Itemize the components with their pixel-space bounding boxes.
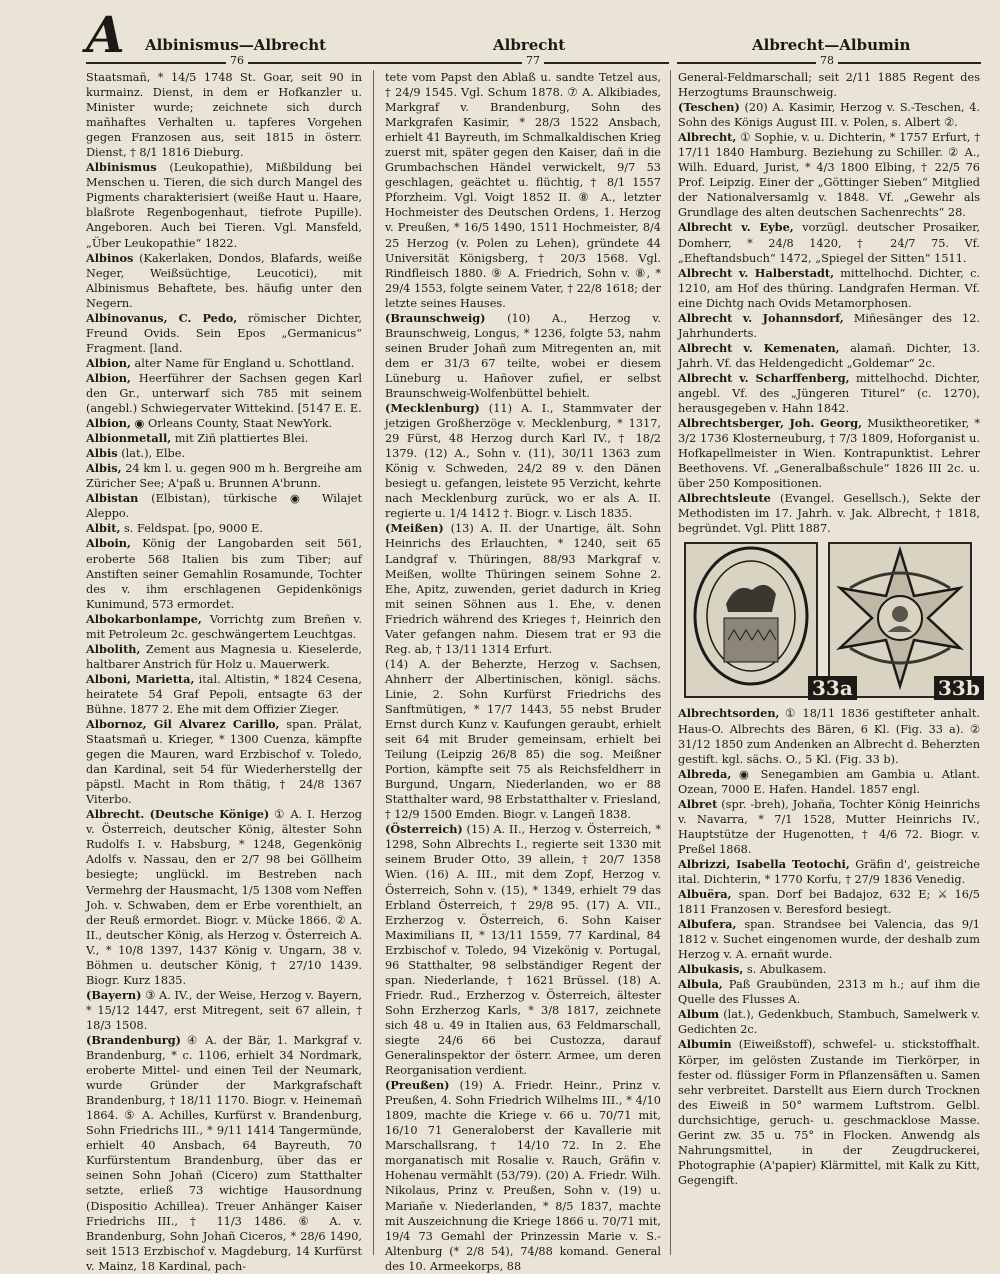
entry-text: (10) A., Herzog v. Braunschweig, Longus, * 1236, folgte 53, nahm seinen Bruder Johañ zum Mitregenten an, mit dem er 31/3 67 teilte, wobei er diesem Lüneburg u. Hañover zufiel, er selbst Braunschweig-Wolfenbüttel behielt. [385,311,661,400]
dictionary-entry [678,70,980,100]
entry-text: ◉ Senegambien am Gambia u. Atlant. Ozean, 7000 E. Hafen. Handel. 1857 engl. [678,767,980,796]
entry-text: (spr. -breh), Johaña, Tochter König Heinrichs v. Navarra, * 7/1 1528, Mutter Heinrichs IV., Hauptstütze der Hugenotten, † 4/6 72. Biogr. v. Preßel 1868. [678,797,980,856]
entry-headword: Albufera, [678,917,737,932]
entry-text: alamañ. Dichter, 13. Jahrh. Vf. das Heldengedicht „Goldemar“ 2c. [678,341,980,370]
entry-text: ① Sophie, v. u. Dichterin, * 1757 Erfurt, † 17/11 1840 Hamburg. Beziehung zu Schiller. ② A., Wilh. Eduard, Jurist, * 4/3 1800 Elbing, † 22/5 76 Prof. Leipzig. Einer der „Göttinger Sieben“ Mitglied der Nationalversamlg v. 1848. Vf. „Gewehr als Grundlage des alten deutschen Sachenrechts“ 28. [678,131,980,220]
dictionary-entry [86,612,362,642]
oval-medal-icon [686,544,816,696]
entry-text: Gräfin d', geistreiche ital. Dichterin, * 1770 Korfu, † 27/9 1836 Venedig. [678,857,980,886]
dictionary-entry [86,672,362,717]
entry-text: alter Name für England u. Schottland. [130,356,355,370]
entry-headword: Albion, [86,355,131,370]
dictionary-entry [385,401,661,521]
dictionary-entry [678,962,980,977]
entry-text: Paß Graubünden, 2313 m h.; auf ihm die Quelle des Flusses A. [678,978,980,1007]
entry-headword: Albreda, [678,766,732,781]
entry-text: Vorrichtg zum Breñen v. mit Petroleum 2c. geschwängertem Leuchtgas. [86,612,362,641]
dictionary-entry [678,977,980,1007]
entry-text: tete vom Papst den Ablaß u. sandte Tetzel aus, † 24/9 1545. Vgl. Schum 1878. ⑦ A. Alkibiades, Markgraf v. Brandenburg, Sohn des Markgrafen Kasimir, * 28/3 1522 Ansbach, erhielt 41 Bayreuth, im Schmalkaldischen Krieg zuerst mit, später gegen den Kaiser, dañ in die Grumbachschen Händel verwickelt, 9/7 53 geschlagen, geächtet u. flüchtig, † 8/1 1557 Pforzheim. Vgl. Voigt 1852 II. ⑧ A., letzter Hochmeister des Deutschen Ordens, 1. Herzog v. Preußen, * 16/5 1490, 1511 Hochmeister, 8/4 25 Herzog (v. Polen zu Lehen), gründete 44 Universität Königsberg, † 20/3 1568. Vgl. Rindfleisch 1880. ⑨ A. Friedrich, Sohn v. ⑧, * 29/4 1553, folgte seinem Vater, † 22/8 1618; der letzte seines Hauses. [385,71,661,310]
entry-text: (Elbistan), türkische ◉ Wilajet Aleppo. [86,492,362,521]
dictionary-entry [678,797,980,857]
entry-headword: Albuëra, [678,887,732,902]
dictionary-entry [678,311,980,341]
entry-headword: Album [678,1007,720,1022]
entry-headword: Alboin, [86,536,131,551]
entry-text: mittelhochd. Dichter, angebl. Vf. des „Jüngeren Titurel“ (c. 1270), herausgegeben v. Hahn 1842. [678,371,980,416]
entry-text: s. Feldspat. [po, 9000 E. [120,522,264,536]
dictionary-entry [385,521,661,656]
entry-headword: Albrizzi, Isabella Teotochi, [678,856,850,871]
page-number: 78 [816,54,838,67]
dictionary-entry [678,491,980,536]
figure-label-33a: 33a [808,676,857,700]
entry-text: römischer Dichter, Freund Ovids. Sein Epos „Germanicus“ Fragment. [land. [86,311,362,355]
dictionary-entry [86,536,362,611]
entry-headword: Albinos [86,250,134,265]
entry-text: (Leukopathie), Mißbildung bei Menschen u. Tieren, die sich durch Mangel des Pigments charakterisiert (weiße Haut u. Haare, blaßrote Regenbogenhaut, tiefrote Pupille). Angeboren. Auch bei Tieren. Vgl. Mansfeld, „Über Leukopathie“ 1822. [86,161,362,250]
albrechtsorden-anhalt-medal [684,542,818,698]
entry-headword: Albrecht, [678,130,737,145]
header-mid-title: Albrecht [493,36,566,54]
entry-headword: Albrechtsorden, [678,706,780,721]
entry-text: span. Dorf bei Badajoz, 632 E; ⚔ 16/5 1811 Franzosen v. Beresford besiegt. [678,888,980,917]
column-3-top [678,70,980,536]
header-right-title: Albrecht—Albumin [752,36,911,54]
dictionary-entry [678,706,980,766]
entry-headword: Albula, [678,977,723,992]
dictionary-entry [678,371,980,416]
entry-text: 24 km l. u. gegen 900 m h. Bergreihe am Züricher See; A'paß u. Brunnen A'brunn. [86,462,362,491]
entry-headword: Albret [678,796,718,811]
entry-headword: Albit, [86,521,121,536]
entry-headword: (Preußen) [385,1078,450,1093]
entry-text: Musiktheoretiker, * 3/2 1736 Klosterneuburg, † 7/3 1809, Hoforganist u. Hofkapellmeister in Wien. Kontrapunktist. Lehrer Beethovens. Vf. „Generalbaßschule“ 1826 III 2c. u. über 250 Kompositionen. [678,417,980,491]
entry-headword: Albrechtsberger, Joh. Georg, [678,416,863,431]
entry-text: (20) A. Kasimir, Herzog v. S.-Teschen, 4. Sohn des Königs August III. v. Polen, s. Albert ②. [678,101,980,130]
entry-headword: Albion, [86,370,131,385]
column-divider [373,70,374,1255]
dictionary-entry [678,130,980,220]
entry-text: s. Abulkasem. [743,963,827,977]
dictionary-entry [678,341,980,371]
entry-headword: Albornoz, Gil Alvarez Carillo, [86,717,280,732]
entry-text: (Kakerlaken, Dondos, Blafards, weiße Neger, Weißsüchtige, Leucotici), mit Albinismus Behaftete, bes. häufig unter den Negern. [86,251,362,310]
entry-headword: Albrecht v. Eybe, [678,220,794,235]
entry-text: ④ A. der Bär, 1. Markgraf v. Brandenburg, * c. 1106, erhielt 34 Nordmark, eroberte Mittel- und einen Teil der Neumark, wurde Gründer der Markgrafschaft Brandenburg, † 18/11 1170. Biogr. v. Heinemañ 1864. ⑤ A. Achilles, Kurfürst v. Brandenburg, Sohn Friedrichs III., * 9/11 1414 Tangermünde, erhielt 40 Ansbach, 64 Bayreuth, 70 Kurfürstentum Brandenburg, über das er seinen Sohn Johañ (Cicero) zum Statthalter setzte, erließ 73 wichtige Hausordnung (Dispositio Achillea). Treuer Anhänger Kaiser Friedrichs III., † 11/3 1486. ⑥ A. v. Brandenburg, Sohn Johañ Ciceros, * 28/6 1490, seit 1513 Erzbischof v. Magdeburg, 14 Kurfürst v. Mainz, 18 Kardinal, pach- [86,1034,362,1273]
dictionary-entry [86,491,362,521]
entry-text: span. Prälat, Staatsmañ u. Krieger, * 1300 Cuenza, kämpfte gegen die Mauren, ward Erzbischof v. Toledo, dan Kardinal, seit 54 für Wiederherstellg der päpstl. Macht in Rom thätig, † 24/8 1367 Viterbo. [86,718,362,807]
dictionary-entry [678,416,980,491]
entry-headword: (Teschen) [678,100,740,115]
dictionary-entry [86,251,362,311]
entry-headword: Albis, [86,461,122,476]
entry-headword: (Meißen) [385,521,444,536]
entry-text: Heerführer der Sachsen gegen Karl den Gr., unterwarf sich 785 mit seinem (angebl.) Schwiegervater Wittekind. [5147 E. E. [86,371,362,416]
figure-label-33b: 33b [934,676,984,700]
dictionary-entry [86,1033,362,1274]
entry-headword: Albrecht v. Scharffenberg, [678,370,850,385]
entry-text: ① 18/11 1836 gestifteter anhalt. Haus-O. Albrechts des Bären, 6 Kl. (Fig. 33 a). ② 31/12 1850 zum Andenken an Albrecht d. Beherzten gestift. kgl. sächs. O., 5 Kl. (Fig. 33 b). [678,707,980,766]
dictionary-entry [86,807,362,988]
dictionary-entry [86,371,362,416]
entry-text: (14) A. der Beherzte, Herzog v. Sachsen, Ahnherr der Albertinischen, königl. sächs. Linie, 2. Sohn Kurfürst Friedrichs des Sanftmütigen, * 17/7 1443, 55 nebst Bruder Ernst durch Kunz v. Kaufungen geraubt, erhielt seit 64 mit Bruder gemeinsam, erhielt bei Teilung (Leipzig 26/8 85) die sog. Meißner Portion, kämpfte seit 75 als Reichsfeldherr in Burgund, Ungarn, Niederlanden, wo er 88 Statthalter ward, 98 Erbstatthalter v. Friesland, † 12/9 1500 Emden. Biogr. v. Langeñ 1838. [385,657,661,822]
entry-headword: Albis [86,446,118,461]
entry-text: vorzügl. deutscher Prosaiker, Domherr, * 24/8 1420, † 24/7 75. Vf. „Eheftandsbuch“ 1472, „Spiegel der Sitten“ 1511. [678,221,981,265]
dictionary-entry [678,887,980,917]
entry-headword: Albinismus [86,160,157,175]
page-number: 77 [522,54,544,67]
entry-headword: Alboni, Marietta, [86,671,195,686]
entry-text: Staatsmañ, * 14/5 1748 St. Goar, seit 90 in kurmainz. Dienst, in dem er Hofkanzler u. Minister wurde; zeichnete sich durch mañhaftes Verhalten u. tapferes Vorgehen gegen Franzosen aus, seit 1815 in österr. Dienst, † 8/1 1816 Dieburg. [86,71,362,160]
entry-headword: Albinovanus, C. Pedo, [86,310,238,325]
entry-headword: (Mecklenburg) [385,401,480,416]
dictionary-entry [86,356,362,371]
dictionary-entry [385,70,661,311]
entry-headword: Albionmetall, [86,431,172,446]
dictionary-entry [678,100,980,130]
entry-headword: Albion, [86,416,131,431]
dictionary-entry [678,266,980,311]
entry-text: (lat.), Elbe. [117,447,186,461]
dictionary-entry [678,917,980,962]
entry-headword: Albrecht v. Kemenaten, [678,340,840,355]
header-rule [86,62,669,64]
entry-text: mittelhochd. Dichter, c. 1210, am Hof des thüring. Landgrafen Herman. Vf. eine Dichtg nach Ovids Metamorphosen. [678,266,980,310]
entry-headword: (Österreich) [385,822,463,837]
dictionary-entry [385,822,661,1078]
entry-text: mit Ziñ plattiertes Blei. [171,432,309,446]
column-1 [86,70,362,1274]
dictionary-entry [86,717,362,807]
entry-headword: (Bayern) [86,987,142,1002]
dictionary-entry [678,1037,980,1187]
cross-order-icon [830,544,970,696]
entry-headword: Albukasis, [678,962,744,977]
dictionary-entry [86,988,362,1033]
dictionary-entry [86,521,362,536]
column-2 [385,70,661,1274]
entry-text: Zement aus Magnesia u. Kieselerde, haltbarer Anstrich für Holz u. Mauerwerk. [86,642,362,671]
entry-text: (13) A. II. der Unartige, ält. Sohn Heinrichs des Erlauchten, * 1240, seit 65 Landgraf v. Thüringen, 88/93 Markgraf v. Meißen, wollte Thüringen seinem Sohne 2. Ehe, Apitz, zuwenden, geriet dadurch in Krieg mit seinen Söhnen aus 1. Ehe, v. denen Friedrich während des Krieges †, Heinrich den Vater gefangen nahm. Diesem trat er 93 die Reg. ab, † 13/11 1314 Erfurt. [385,522,661,656]
albrechtsorden-saxony-cross [828,542,972,698]
column-3 [678,70,980,1188]
section-letter: A [86,5,125,64]
dictionary-entry [385,311,661,401]
dictionary-entry [678,767,980,797]
entry-text: (Evangel. Gesellsch.), Sekte der Methodisten im 17. Jahrh. v. Jak. Albrecht, † 1818, begründet. Vgl. Plitt 1887. [678,492,980,536]
entry-text: König der Langobarden seit 561, eroberte 568 Italien bis zum Tiber; auf Anstiften seiner Gemahlin Rosamunde, Tochter des v. ihm erschlagenen Gepidenkönigs Kunimund, 573 ermordet. [86,537,362,611]
entry-text: (Eiweißstoff), schwefel- u. stickstoffhalt. Körper, im gelösten Zustande im Tierkörper, in fester od. flüssiger Form in Pflanzensäften u. Samen sehr verbreitet. Darstellt aus Eiern durch Trocknen des Eiweiß in 50° warmem Luftstrom. Gelbl. durchsichtige, geruch- u. geschmacklose Masse. Gerint zw. 35 u. 75° in Flocken. Anwendg als Nahrungsmittel, in der Zeugdruckerei, Photographie (A'papier) Klärmittel, mit Kalk zu Kitt, Gegengift. [678,1038,980,1187]
dictionary-entry [86,70,362,160]
dictionary-entry [385,1078,661,1274]
dictionary-entry [86,311,362,356]
dictionary-entry [678,1007,980,1037]
entry-headword: Albrecht. (Deutsche Könige) [86,807,270,822]
entry-text: ③ A. IV., der Weise, Herzog v. Bayern, * 15/12 1447, erst Mitregent, seit 67 allein, † 18/3 1508. [86,988,362,1032]
dictionary-entry [86,446,362,461]
dictionary-entry [86,431,362,446]
dictionary-entry [678,220,980,265]
entry-text: (lat.), Gedenkbuch, Stambuch, Samelwerk v. Gedichten 2c. [678,1008,980,1037]
entry-text: Miñesänger des 12. Jahrhunderts. [678,311,980,340]
entry-headword: (Braunschweig) [385,310,486,325]
entry-text: (11) A. I., Stammvater der jetzigen Großherzöge v. Mecklenburg, * 1317, 29 Fürst, 48 Herzog durch Karl IV., † 18/2 1379. (12) A., Sohn v. (11), 30/11 1363 zum König v. Schweden, 24/2 89 v. den Dänen besiegt u. gefangen, leistete 95 Verzicht, kehrte nach Mecklenburg zurück, wo er als A. II. regierte u. 1/4 1412 †. Biogr. v. Lisch 1835. [385,402,661,521]
dictionary-entry [86,642,362,672]
entry-headword: Albrecht v. Johannsdorf, [678,310,844,325]
entry-headword: (Brandenburg) [86,1033,181,1047]
entry-text: ital. Altistin, * 1824 Cesena, heiratete 54 Graf Pepoli, entsagte 63 der Bühne. 1877 2. Ehe mit dem Offizier Zieger. [86,672,362,716]
column-divider [670,70,671,1255]
dictionary-entry [678,857,980,887]
header-left-title: Albinismus—Albrecht [145,36,327,54]
entry-headword: Albistan [86,491,139,506]
dictionary-entry [385,657,661,823]
entry-text: General-Feldmarschall; seit 2/11 1885 Regent des Herzogtums Braunschweig. [678,71,980,100]
entry-headword: Albumin [678,1037,732,1052]
page-number: 76 [226,54,248,67]
entry-headword: Albolith, [86,641,141,656]
entry-text: ◉ Orleans County, Staat NewYork. [130,417,333,431]
entry-text: (15) A. II., Herzog v. Österreich, * 1298, Sohn Albrechts I., regierte seit 1330 mit seinem Bruder Otto, 39 allein, † 20/7 1358 Wien. (16) A. III., mit dem Zopf, Herzog v. Österreich, Sohn v. (15), * 1349, erhielt 79 das Erbland Österreich, † 29/8 95. (17) A. VII., Erzherzog v. Österreich, 6. Sohn Kaiser Maximilians II, * 13/11 1559, 77 Kardinal, 84 Erzbischof v. Toledo, 94 Vizekönig v. Portugal, 96 Statthalter, 98 selbständiger Regent der span. Niederlande, † 1621 Brüssel. (18) A. Friedr. Rud., Erzherzog v. Österreich, ältester Sohn Erzherzog Karls, * 3/8 1817, zeichnete sich 48 u. 49 in Italien aus, 63 Feldmarschall, siegte 24/6 66 bei Custozza, darauf Generalinspektor der österr. Armee, um deren Reorganisation verdient. [385,823,661,1078]
dictionary-entry [86,416,362,431]
column-3-bottom [678,706,980,1188]
dictionary-entry [86,160,362,250]
order-illustrations [678,540,980,700]
dictionary-entry [86,461,362,491]
entry-text: ① A. I. Herzog v. Österreich, deutscher König, ältester Sohn Rudolfs I. v. Habsburg, * 1248, Gegenkönig Adolfs v. Nassau, den er 2/7 98 bei Göllheim besiegte; unglückl. im Bestreben nach Vermehrg der Hausmacht, 1/5 1308 vom Neffen Joh. v. Schwaben, dem er Erbe vorenthielt, an der Reuß ermordet. Biogr. v. Mücke 1866. ② A. II., deutscher König, als Herzog v. Österreich A. V., * 10/8 1397, 1437 König v. Ungarn, 38 v. Böhmen u. deutscher König, † 27/10 1439. Biogr. Kurz 1835. [86,808,362,987]
entry-text: (19) A. Friedr. Heinr., Prinz v. Preußen, 4. Sohn Friedrich Wilhelms III., * 4/10 1809, machte die Kriege v. 66 u. 70/71 mit, 16/10 71 Generaloberst der Kavallerie mit Marschallsrang, † 14/10 72. In 2. Ehe morganatisch mit Rosalie v. Rauch, Gräfin v. Hohenau vermählt (53/79). (20) A. Friedr. Wilh. Nikolaus, Prinz v. Preußen, Sohn v. (19) u. Mariañe v. Niederlanden, * 8/5 1837, machte mit Auszeichnung die Kriege 1866 u. 70/71 mit, 19/4 73 Gemahl der Prinzessin Marie v. S.-Altenburg (* 2/8 54), 74/88 komand. General des 10. Armeekorps, 88 [385,1079,661,1273]
entry-text: span. Strandsee bei Valencia, das 9/1 1812 v. Suchet eingenomen wurde, der deshalb zum Herzog v. A. ernañt wurde. [678,918,980,962]
entry-headword: Albrecht v. Halberstadt, [678,265,835,280]
entry-headword: Albokarbonlampe, [86,611,202,626]
entry-headword: Albrechtsleute [678,491,771,506]
